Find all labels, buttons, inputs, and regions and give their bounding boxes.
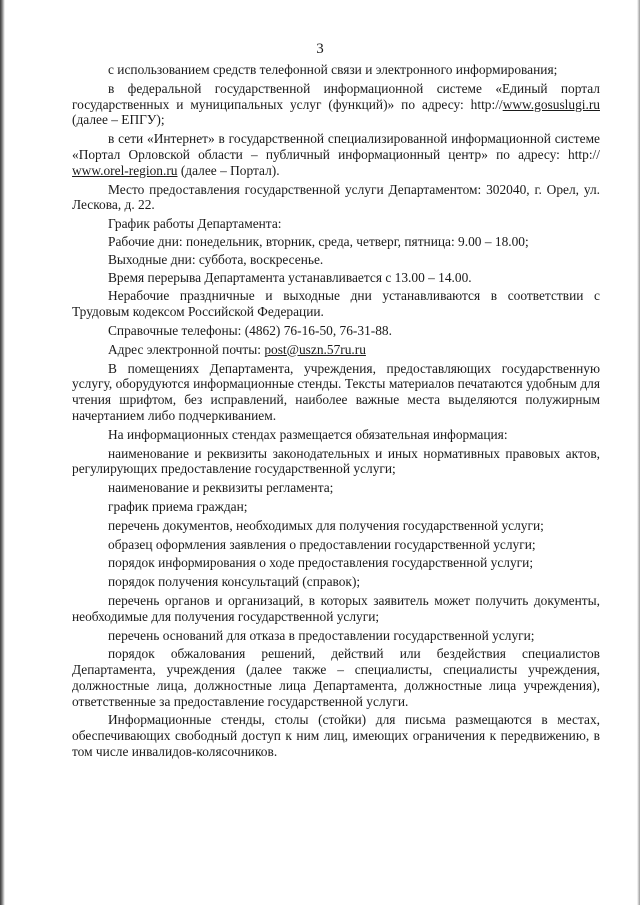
- scan-shadow-left: [0, 0, 5, 905]
- page-number: 3: [316, 41, 324, 57]
- paragraph-days-off: Выходные дни: суббота, воскресенье.: [108, 251, 324, 267]
- list-item-refusal-grounds: перечень оснований для отказа в предоставлении государственной услуги;: [108, 627, 535, 643]
- paragraph-email: Адрес электронной почты: post@uszn.57ru.ru: [108, 341, 366, 357]
- gosuslugi-link[interactable]: www.gosuslugi.ru: [502, 96, 600, 112]
- paragraph-accessibility: Информационные стенды, столы (стойки) для письма размещаются в местах, обеспечивающих свободный доступ к ним лиц, имеющих ограничения к передвижению, в том числе инвалидов-колясочников.: [72, 712, 600, 760]
- paragraph-phones: Справочные телефоны: (4862) 76-16-50, 76-31-88.: [108, 322, 392, 338]
- paragraph-break-time: Время перерыва Департамента устанавливается с 13.00 – 14.00.: [108, 269, 472, 285]
- paragraph-phone-email-info: с использованием средств телефонной связи и электронного информирования;: [108, 62, 558, 77]
- list-item-reception-schedule: график приема граждан;: [108, 498, 248, 514]
- list-item-regulation: наименование и реквизиты регламента;: [108, 480, 334, 496]
- paragraph-info-stands: В помещениях Департамента, учреждения, предоставляющих государственную услугу, оборудуются информационные стенды. Тексты материалов печатаются удобным для чтения шрифтом, без исправлений, наиболее важные места выделяются полужирным начертанием либо подчеркиванием.: [72, 360, 600, 423]
- orel-region-link[interactable]: www.orel-region.ru: [72, 162, 178, 178]
- paragraph-working-days: Рабочие дни: понедельник, вторник, среда, четверг, пятница: 9.00 – 18.00;: [108, 233, 529, 249]
- list-item-progress-info: порядок информирования о ходе предоставления государственной услуги;: [108, 555, 534, 571]
- paragraph-regional-portal: в сети «Интернет» в государственной специализированной информационной системе «Портал Орловской области – публичный информационный центр» по адресу: http:// www.orel-region.ru (далее – Портал).: [72, 131, 600, 178]
- paragraph-epgu: в федеральной государственной информационной системе «Единый портал государственных и муниципальных услуг (функций)» по адресу: http://www.gosuslugi.ru (далее – ЕПГУ);: [72, 80, 600, 128]
- paragraph-holidays: Нерабочие праздничные и выходные дни устанавливаются в соответствии с Трудовым кодексом Российской Федерации.: [72, 288, 600, 320]
- list-item-application-sample: образец оформления заявления о предоставлении государственной услуги;: [108, 536, 536, 552]
- list-item-legal-acts: наименование и реквизиты законодательных и иных нормативных правовых актов, регулирующих предоставление государственной услуги;: [72, 445, 600, 477]
- paragraph-service-location: Место предоставления государственной услуги Департаментом: 302040, г. Орел, ул. Лескова, д. 22.: [72, 181, 600, 213]
- document-body: [72, 62, 600, 763]
- email-link[interactable]: post@uszn.57ru.ru: [264, 341, 366, 357]
- list-item-organizations: перечень органов и организаций, в которых заявитель может получить документы, необходимые для получения государственной услуги;: [72, 592, 600, 624]
- paragraph-schedule-heading: График работы Департамента:: [108, 216, 282, 232]
- list-item-document-list: перечень документов, необходимых для получения государственной услуги;: [108, 517, 544, 533]
- list-item-consultations: порядок получения консультаций (справок);: [108, 574, 361, 590]
- list-item-appeal-procedure: порядок обжалования решений, действий или бездействия специалистов Департамента, учреждения (далее также – специалисты, специалисты учреждения, должностные лица, должностные лица Департамента, должностные лица учреждения), ответственные за предоставление государственной услуги.: [72, 646, 600, 709]
- paragraph-mandatory-info: На информационных стендах размещается обязательная информация:: [108, 426, 508, 442]
